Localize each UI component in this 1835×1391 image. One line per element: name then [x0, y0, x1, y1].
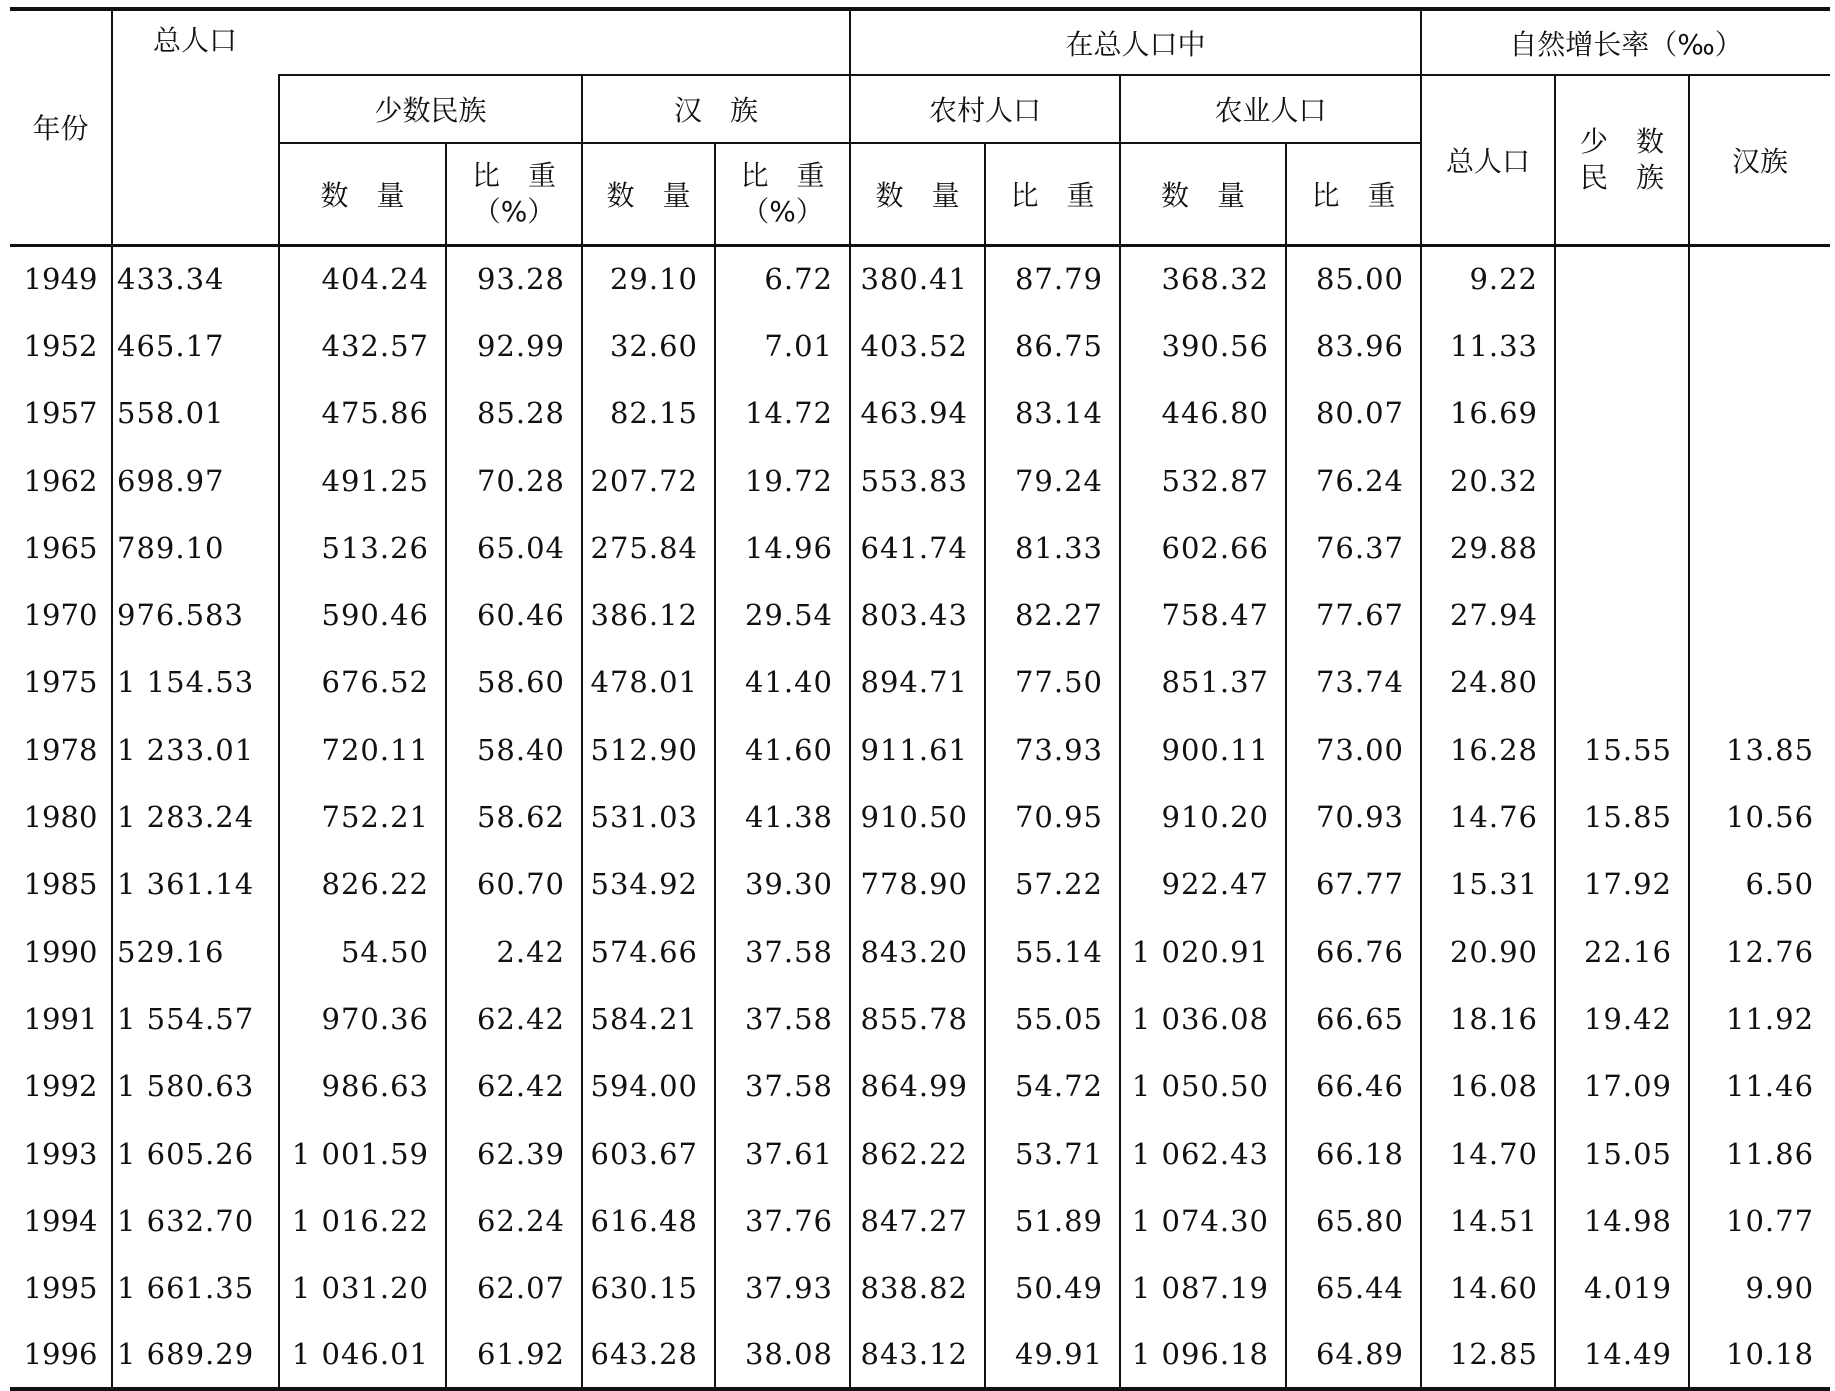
cell-g-total: 16.28 [1421, 716, 1555, 783]
cell-agri-p: 66.46 [1286, 1053, 1421, 1120]
rural-share-header: 比 重 [985, 143, 1120, 245]
cell-agri-q: 900.11 [1120, 716, 1286, 783]
table-header [10, 9, 1830, 245]
cell-rural-q: 862.22 [850, 1120, 985, 1187]
cell-min-q: 404.24 [279, 245, 446, 312]
cell-rural-p: 83.14 [985, 380, 1120, 447]
minority-share-header [446, 143, 582, 245]
cell-total: 1 283.24 [112, 783, 279, 850]
cell-rural-q: 847.27 [850, 1187, 985, 1254]
cell-g-min: 14.49 [1555, 1322, 1689, 1389]
table-row [10, 985, 1830, 1052]
cell-g-total: 16.08 [1421, 1053, 1555, 1120]
cell-rural-q: 838.82 [850, 1254, 985, 1321]
cell-han-q: 531.03 [582, 783, 715, 850]
cell-g-total: 12.85 [1421, 1322, 1555, 1389]
cell-han-p: 37.93 [715, 1254, 850, 1321]
cell-g-min: 4.019 [1555, 1254, 1689, 1321]
cell-g-total: 20.90 [1421, 918, 1555, 985]
cell-min-q: 513.26 [279, 514, 446, 581]
year-cell: 1978 [23, 732, 98, 767]
cell-total: 1 661.35 [112, 1254, 279, 1321]
han-share-header [715, 143, 850, 245]
cell-total: 1 361.14 [112, 851, 279, 918]
cell-g-total: 9.22 [1421, 245, 1555, 312]
cell-rural-p: 73.93 [985, 716, 1120, 783]
cell-agri-q: 1 036.08 [1120, 985, 1286, 1052]
table-row [10, 245, 1830, 312]
cell-rural-p: 87.79 [985, 245, 1120, 312]
cell-min-q: 590.46 [279, 581, 446, 648]
cell-agri-q: 1 074.30 [1120, 1187, 1286, 1254]
year-header: 年份 [10, 9, 112, 245]
rural-quantity-header: 数 量 [850, 143, 985, 245]
cell-rural-p: 79.24 [985, 447, 1120, 514]
cell-min-p: 2.42 [446, 918, 582, 985]
cell-rural-p: 57.22 [985, 851, 1120, 918]
cell-min-p: 61.92 [446, 1322, 582, 1389]
year-cell: 1957 [23, 396, 98, 431]
year-cell: 1970 [23, 598, 98, 633]
cell-agri-q: 1 050.50 [1120, 1053, 1286, 1120]
cell-rural-p: 49.91 [985, 1322, 1120, 1389]
cell-min-p: 92.99 [446, 312, 582, 379]
cell-g-han [1689, 312, 1830, 379]
cell-han-q: 478.01 [582, 649, 715, 716]
cell-g-total: 14.70 [1421, 1120, 1555, 1187]
cell-g-min [1555, 649, 1689, 716]
cell-total: 1 689.29 [112, 1322, 279, 1389]
cell-g-min [1555, 514, 1689, 581]
cell-han-q: 207.72 [582, 447, 715, 514]
total-pop-spacer-bottom [112, 143, 279, 245]
cell-rural-q: 910.50 [850, 783, 985, 850]
cell-g-han: 11.46 [1689, 1053, 1830, 1120]
table-row [10, 783, 1830, 850]
cell-g-han: 12.76 [1689, 918, 1830, 985]
cell-g-han: 6.50 [1689, 851, 1830, 918]
cell-min-q: 475.86 [279, 380, 446, 447]
cell-g-min: 22.16 [1555, 918, 1689, 985]
cell-g-min: 17.92 [1555, 851, 1689, 918]
table-row [10, 514, 1830, 581]
cell-g-min [1555, 447, 1689, 514]
cell-g-han: 10.18 [1689, 1322, 1830, 1389]
cell-min-p: 58.40 [446, 716, 582, 783]
minority-header: 少数民族 [279, 75, 582, 143]
cell-han-q: 386.12 [582, 581, 715, 648]
table-row [10, 447, 1830, 514]
cell-rural-q: 843.20 [850, 918, 985, 985]
cell-min-q: 1 031.20 [279, 1254, 446, 1321]
cell-total: 1 632.70 [112, 1187, 279, 1254]
cell-g-total: 18.16 [1421, 985, 1555, 1052]
cell-agri-q: 851.37 [1120, 649, 1286, 716]
cell-min-p: 62.42 [446, 1053, 582, 1120]
cell-agri-p: 66.18 [1286, 1120, 1421, 1187]
cell-min-q: 752.21 [279, 783, 446, 850]
cell-total: 1 580.63 [112, 1053, 279, 1120]
cell-total: 465.17 [112, 312, 279, 379]
cell-g-total: 29.88 [1421, 514, 1555, 581]
cell-g-min: 19.42 [1555, 985, 1689, 1052]
cell-rural-p: 53.71 [985, 1120, 1120, 1187]
total-pop-header: 总人口 [112, 9, 850, 75]
cell-min-q: 970.36 [279, 985, 446, 1052]
cell-agri-q: 1 020.91 [1120, 918, 1286, 985]
cell-min-p: 62.39 [446, 1120, 582, 1187]
table-row [10, 581, 1830, 648]
cell-g-total: 20.32 [1421, 447, 1555, 514]
cell-g-total: 14.60 [1421, 1254, 1555, 1321]
cell-han-p: 39.30 [715, 851, 850, 918]
cell-rural-p: 82.27 [985, 581, 1120, 648]
total-pop-spacer [112, 75, 279, 143]
cell-agri-p: 73.00 [1286, 716, 1421, 783]
population-table [10, 7, 1830, 1391]
cell-g-han: 11.92 [1689, 985, 1830, 1052]
cell-rural-q: 778.90 [850, 851, 985, 918]
cell-total: 1 605.26 [112, 1120, 279, 1187]
cell-han-p: 41.60 [715, 716, 850, 783]
cell-agri-q: 758.47 [1120, 581, 1286, 648]
cell-rural-q: 553.83 [850, 447, 985, 514]
cell-g-min [1555, 380, 1689, 447]
cell-min-p: 93.28 [446, 245, 582, 312]
cell-agri-p: 65.80 [1286, 1187, 1421, 1254]
cell-agri-q: 1 087.19 [1120, 1254, 1286, 1321]
minority-quantity-header: 数 量 [279, 143, 446, 245]
cell-rural-q: 911.61 [850, 716, 985, 783]
cell-agri-q: 532.87 [1120, 447, 1286, 514]
cell-rural-q: 803.43 [850, 581, 985, 648]
cell-agri-p: 66.65 [1286, 985, 1421, 1052]
cell-rural-q: 380.41 [850, 245, 985, 312]
cell-g-total: 14.76 [1421, 783, 1555, 850]
year-cell: 1962 [23, 463, 98, 498]
cell-g-min [1555, 245, 1689, 312]
cell-rural-p: 77.50 [985, 649, 1120, 716]
cell-g-han: 13.85 [1689, 716, 1830, 783]
cell-rural-q: 641.74 [850, 514, 985, 581]
year-cell: 1980 [23, 800, 98, 835]
table-row [10, 1120, 1830, 1187]
cell-agri-p: 85.00 [1286, 245, 1421, 312]
cell-han-q: 594.00 [582, 1053, 715, 1120]
cell-han-q: 32.60 [582, 312, 715, 379]
agri-share-header: 比 重 [1286, 143, 1421, 245]
cell-min-p: 62.24 [446, 1187, 582, 1254]
minority-share-line1: 比 重 [471, 158, 556, 192]
cell-han-p: 6.72 [715, 245, 850, 312]
year-cell: 1985 [23, 867, 98, 902]
cell-han-p: 41.40 [715, 649, 850, 716]
han-header: 汉 族 [582, 75, 850, 143]
table-row [10, 716, 1830, 783]
cell-rural-p: 55.05 [985, 985, 1120, 1052]
minority-share-line2: （%） [472, 194, 556, 228]
cell-rural-q: 855.78 [850, 985, 985, 1052]
table-row [10, 1322, 1830, 1389]
cell-g-total: 15.31 [1421, 851, 1555, 918]
cell-min-q: 432.57 [279, 312, 446, 379]
cell-min-p: 85.28 [446, 380, 582, 447]
cell-han-p: 37.58 [715, 985, 850, 1052]
cell-han-p: 14.72 [715, 380, 850, 447]
table-row [10, 1254, 1830, 1321]
cell-g-min [1555, 581, 1689, 648]
cell-rural-p: 54.72 [985, 1053, 1120, 1120]
cell-g-min [1555, 312, 1689, 379]
cell-total: 1 154.53 [112, 649, 279, 716]
cell-g-han [1689, 245, 1830, 312]
year-cell: 1992 [23, 1069, 98, 1104]
cell-total: 529.16 [112, 918, 279, 985]
year-cell: 1975 [23, 665, 98, 700]
cell-agri-q: 390.56 [1120, 312, 1286, 379]
cell-total: 1 233.01 [112, 716, 279, 783]
cell-total: 789.10 [112, 514, 279, 581]
han-share-line1: 比 重 [740, 158, 825, 192]
cell-total: 976.583 [112, 581, 279, 648]
cell-g-han: 9.90 [1689, 1254, 1830, 1321]
cell-rural-q: 403.52 [850, 312, 985, 379]
cell-min-p: 70.28 [446, 447, 582, 514]
table-row [10, 1187, 1830, 1254]
growth-han-header: 汉族 [1689, 75, 1830, 245]
year-cell: 1991 [23, 1001, 98, 1036]
han-quantity-header: 数 量 [582, 143, 715, 245]
cell-g-total: 16.69 [1421, 380, 1555, 447]
cell-han-q: 275.84 [582, 514, 715, 581]
cell-rural-p: 50.49 [985, 1254, 1120, 1321]
cell-han-q: 82.15 [582, 380, 715, 447]
cell-han-q: 643.28 [582, 1322, 715, 1389]
cell-han-p: 37.76 [715, 1187, 850, 1254]
cell-min-p: 58.60 [446, 649, 582, 716]
year-cell: 1949 [23, 262, 98, 297]
cell-rural-p: 55.14 [985, 918, 1120, 985]
cell-han-q: 512.90 [582, 716, 715, 783]
year-cell: 1994 [23, 1203, 98, 1238]
year-cell: 1952 [23, 328, 98, 363]
cell-min-p: 60.70 [446, 851, 582, 918]
agri-header: 农业人口 [1120, 75, 1421, 143]
year-cell: 1995 [23, 1271, 98, 1306]
cell-g-min: 14.98 [1555, 1187, 1689, 1254]
cell-total: 433.34 [112, 245, 279, 312]
cell-rural-q: 843.12 [850, 1322, 985, 1389]
cell-g-min: 15.05 [1555, 1120, 1689, 1187]
cell-g-total: 11.33 [1421, 312, 1555, 379]
cell-g-han: 10.77 [1689, 1187, 1830, 1254]
cell-agri-p: 76.37 [1286, 514, 1421, 581]
cell-g-han [1689, 447, 1830, 514]
cell-agri-p: 67.77 [1286, 851, 1421, 918]
cell-min-q: 491.25 [279, 447, 446, 514]
cell-agri-q: 602.66 [1120, 514, 1286, 581]
cell-agri-p: 83.96 [1286, 312, 1421, 379]
cell-han-p: 14.96 [715, 514, 850, 581]
cell-min-p: 58.62 [446, 783, 582, 850]
cell-agri-q: 446.80 [1120, 380, 1286, 447]
cell-g-han [1689, 581, 1830, 648]
cell-agri-q: 922.47 [1120, 851, 1286, 918]
growth-minority-line2: 民 族 [1580, 160, 1665, 194]
cell-agri-p: 73.74 [1286, 649, 1421, 716]
cell-agri-q: 1 062.43 [1120, 1120, 1286, 1187]
cell-min-q: 1 046.01 [279, 1322, 446, 1389]
rural-header: 农村人口 [850, 75, 1120, 143]
growth-minority-line1: 少 数 [1580, 124, 1665, 158]
year-cell: 1993 [23, 1136, 98, 1171]
cell-rural-p: 86.75 [985, 312, 1120, 379]
in-total-header: 在总人口中 [850, 9, 1421, 75]
growth-minority-header [1555, 75, 1689, 245]
year-cell: 1965 [23, 530, 98, 565]
cell-g-han [1689, 649, 1830, 716]
cell-agri-q: 910.20 [1120, 783, 1286, 850]
cell-rural-q: 894.71 [850, 649, 985, 716]
cell-han-q: 616.48 [582, 1187, 715, 1254]
table-body [10, 245, 1830, 1389]
cell-g-han [1689, 380, 1830, 447]
cell-min-p: 62.07 [446, 1254, 582, 1321]
cell-agri-p: 64.89 [1286, 1322, 1421, 1389]
cell-g-han: 11.86 [1689, 1120, 1830, 1187]
cell-rural-q: 463.94 [850, 380, 985, 447]
cell-agri-p: 77.67 [1286, 581, 1421, 648]
cell-g-min: 15.55 [1555, 716, 1689, 783]
cell-agri-q: 368.32 [1120, 245, 1286, 312]
cell-total: 698.97 [112, 447, 279, 514]
table-row [10, 649, 1830, 716]
table-row [10, 312, 1830, 379]
cell-g-min: 15.85 [1555, 783, 1689, 850]
cell-han-p: 41.38 [715, 783, 850, 850]
cell-han-p: 37.58 [715, 918, 850, 985]
table-row [10, 851, 1830, 918]
growth-total-header: 总人口 [1421, 75, 1555, 245]
cell-g-total: 14.51 [1421, 1187, 1555, 1254]
cell-min-q: 676.52 [279, 649, 446, 716]
cell-min-q: 1 016.22 [279, 1187, 446, 1254]
cell-han-p: 37.58 [715, 1053, 850, 1120]
year-cell: 1996 [10, 1322, 112, 1389]
cell-han-q: 584.21 [582, 985, 715, 1052]
cell-han-p: 38.08 [715, 1322, 850, 1389]
cell-agri-p: 80.07 [1286, 380, 1421, 447]
cell-min-q: 54.50 [279, 918, 446, 985]
cell-g-min: 17.09 [1555, 1053, 1689, 1120]
cell-han-p: 37.61 [715, 1120, 850, 1187]
cell-min-q: 986.63 [279, 1053, 446, 1120]
cell-han-q: 630.15 [582, 1254, 715, 1321]
cell-rural-p: 51.89 [985, 1187, 1120, 1254]
year-cell: 1990 [23, 934, 98, 969]
cell-g-han [1689, 514, 1830, 581]
cell-rural-p: 81.33 [985, 514, 1120, 581]
cell-han-q: 534.92 [582, 851, 715, 918]
han-share-line2: （%） [741, 194, 824, 228]
cell-agri-p: 70.93 [1286, 783, 1421, 850]
cell-han-q: 574.66 [582, 918, 715, 985]
table-row [10, 918, 1830, 985]
cell-rural-q: 864.99 [850, 1053, 985, 1120]
growth-header: 自然增长率（‰） [1421, 9, 1830, 75]
cell-agri-p: 65.44 [1286, 1254, 1421, 1321]
cell-min-q: 826.22 [279, 851, 446, 918]
cell-min-q: 1 001.59 [279, 1120, 446, 1187]
cell-min-p: 60.46 [446, 581, 582, 648]
cell-han-p: 19.72 [715, 447, 850, 514]
cell-agri-p: 66.76 [1286, 918, 1421, 985]
cell-rural-p: 70.95 [985, 783, 1120, 850]
table-row [10, 1053, 1830, 1120]
cell-g-total: 24.80 [1421, 649, 1555, 716]
cell-han-q: 29.10 [582, 245, 715, 312]
cell-han-p: 7.01 [715, 312, 850, 379]
cell-total: 558.01 [112, 380, 279, 447]
cell-agri-p: 76.24 [1286, 447, 1421, 514]
agri-quantity-header: 数 量 [1120, 143, 1286, 245]
cell-g-han: 10.56 [1689, 783, 1830, 850]
cell-han-p: 29.54 [715, 581, 850, 648]
cell-min-q: 720.11 [279, 716, 446, 783]
cell-g-total: 27.94 [1421, 581, 1555, 648]
cell-total: 1 554.57 [112, 985, 279, 1052]
cell-min-p: 65.04 [446, 514, 582, 581]
cell-min-p: 62.42 [446, 985, 582, 1052]
cell-agri-q: 1 096.18 [1120, 1322, 1286, 1389]
cell-han-q: 603.67 [582, 1120, 715, 1187]
table-row [10, 380, 1830, 447]
